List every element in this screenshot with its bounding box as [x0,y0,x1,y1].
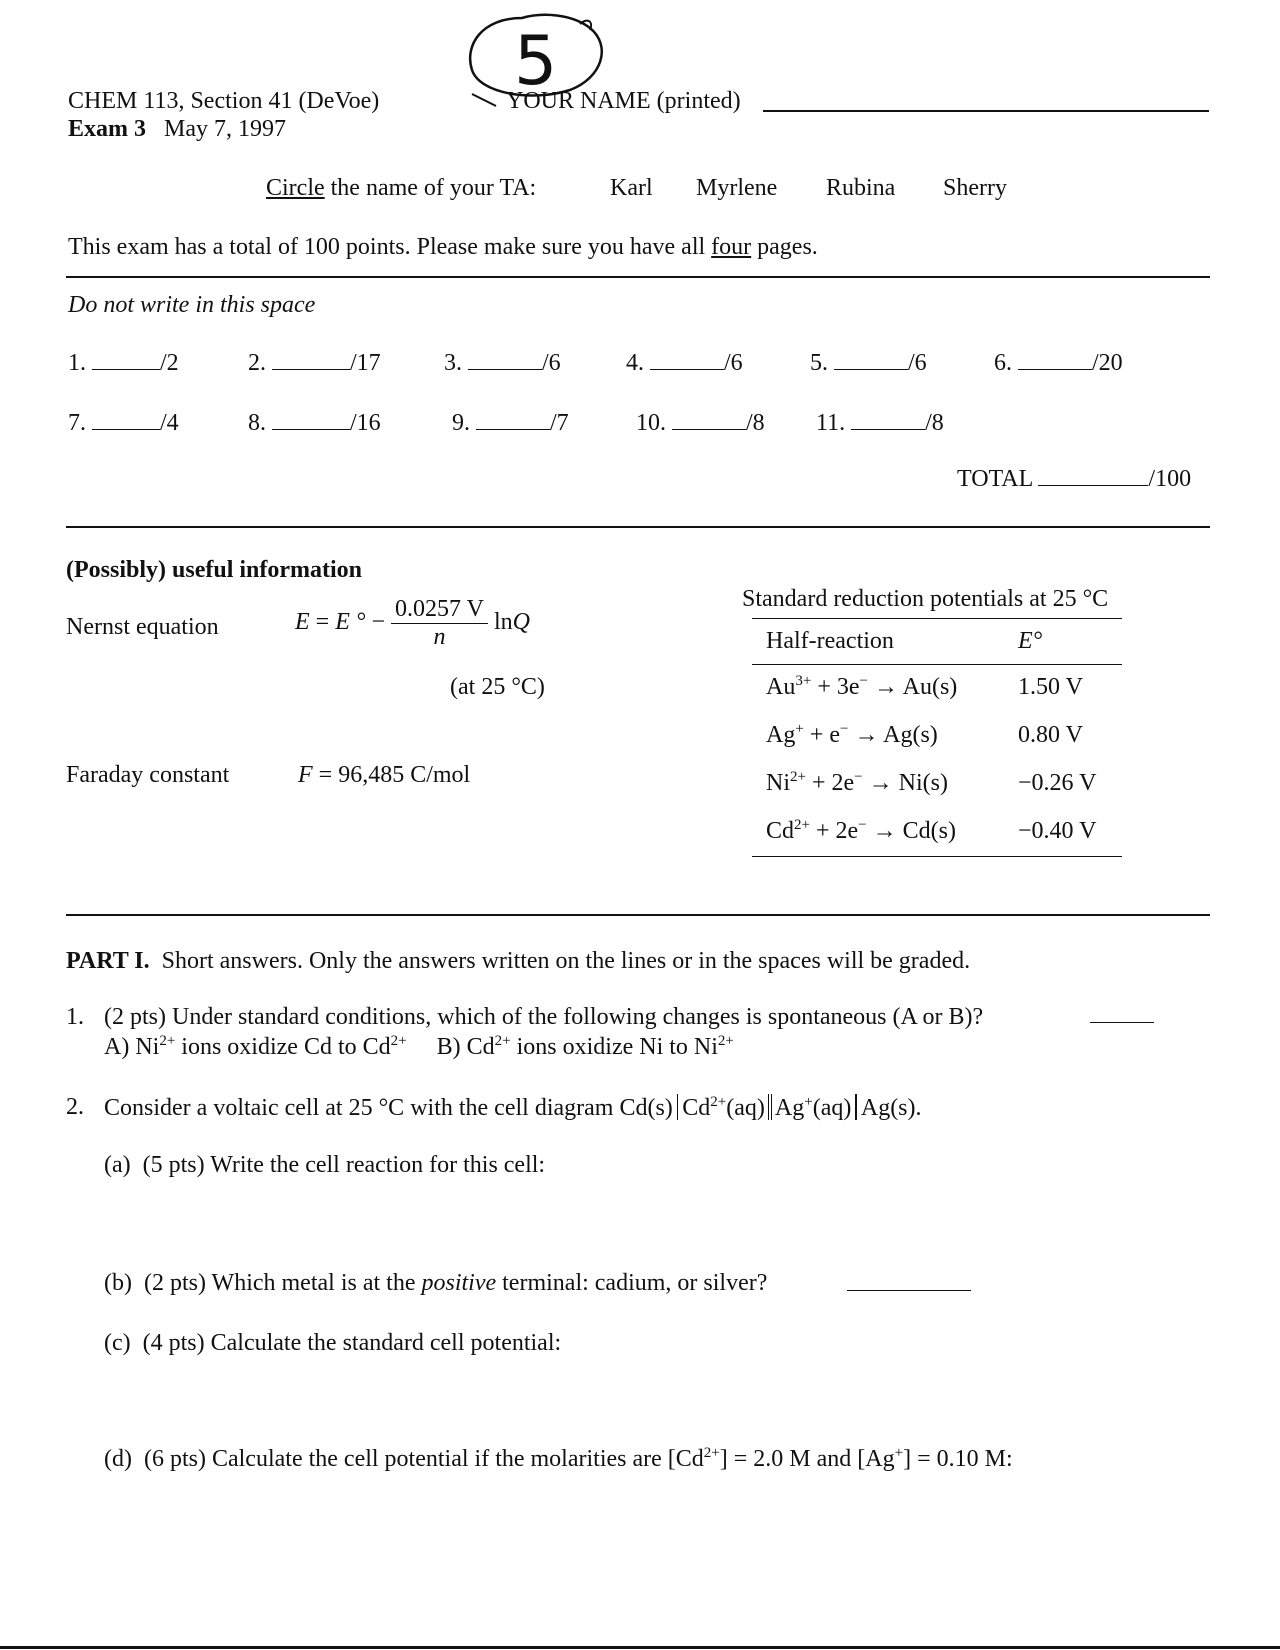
nernst-label: Nernst equation [66,614,219,640]
q2d: (d) (6 pts) Calculate the cell potential if the molarities are $[Cd^{2+}] = 2.0$ M and [Ag+] = 0.10 M: [104,1445,1013,1472]
nernst-equation: E = E ° − $\frac{0.0257 V}{n}$ lnQ [295,596,530,650]
score-total[interactable]: TOTAL /100 [957,466,1192,492]
score-item-8[interactable]: 8. /16 [248,410,381,436]
ta-option-karl[interactable]: Karl [610,175,653,201]
score-item-10[interactable]: 10. /8 [636,410,765,436]
score-item-3[interactable]: 3. /6 [444,350,561,376]
q1-option-a: A) $Ni^{2+}$ ions oxidize Cd to $Cd^{2+}$ [104,1033,407,1060]
nernst-fraction: $\frac{0.0257 V}{n}$ [391,596,488,651]
q2-intro: Consider a voltaic cell at 25 °C with the cell diagram Cd(s) $Cd^{2+}(aq)$ Ag+(aq) Ag(s). [104,1094,922,1121]
q2c: (c) (4 pts) Calculate the standard cell potential: [104,1330,562,1356]
score-item-5[interactable]: 5. /6 [810,350,927,376]
info-heading: (Possibly) useful information [66,557,363,583]
table-row: $Ni^{2+} + 2e^- \to Ni(s) -0.26$ V [766,769,1097,796]
table-row: $Au^{3+} + 3e^- \to Au(s)$ 1.50 V [766,673,1083,700]
table-header-rule [752,664,1122,665]
q2b: (b) (2 pts) Which metal is at the positive terminal: cadium, or silver? [104,1270,768,1296]
exam-info [68,116,286,143]
divider [66,914,1210,916]
ta-prompt: Circle the name of your TA: [266,175,537,201]
divider [66,276,1210,278]
faraday-value: F = 96,485 C/mol [298,762,471,788]
score-item-1[interactable]: 1. /2 [68,350,179,376]
potentials-header [766,628,1042,655]
name-label: YOUR NAME (printed) [506,88,741,114]
faraday-label: Faraday constant [66,762,230,788]
q1-number: 1. [66,1004,84,1030]
score-item-6[interactable]: 6. /20 [994,350,1123,376]
exam-instructions: This exam has a total of 100 points. Please make sure you have all four pages. [68,234,818,260]
score-item-2[interactable]: 2. /17 [248,350,381,376]
ta-option-rubina[interactable]: Rubina [826,175,896,201]
table-bottom-rule [752,856,1122,857]
score-item-9[interactable]: 9. /7 [452,410,569,436]
table-row: $Cd^{2+} + 2e^- \to Cd(s) -0.40$ V [766,817,1097,844]
ta-option-myrlene[interactable]: Myrlene [696,175,778,201]
q1-options [104,1034,734,1061]
page-bottom-edge [0,1646,1280,1649]
handwritten-score: 5 [514,22,558,101]
nernst-condition: (at 25 °C) [450,674,545,700]
part1-heading: PART I. Short answers. Only the answers written on the lines or in the spaces will be graded. [66,948,971,974]
score-item-7[interactable]: 7. /4 [68,410,179,436]
ta-option-sherry[interactable]: Sherry [943,175,1007,201]
exam-label: Exam 3 [68,116,146,142]
q2-number: 2. [66,1094,84,1120]
divider [66,526,1210,528]
score-item-11[interactable]: 11. /8 [816,410,944,436]
q1-text: (2 pts) Under standard conditions, which of the following changes is spontaneous (A or B)? [104,1004,984,1030]
exam-date: May 7, 1997 [164,116,286,142]
q1-option-b: B) $Cd^{2+}$ ions oxidize Ni to $Ni^{2+}$ [436,1033,734,1060]
table-top-rule [752,618,1122,619]
table-row: Ag+ + e− → Ag(s) 0.80 V [766,721,1083,748]
score-item-4[interactable]: 4. /6 [626,350,743,376]
q2b-answer-line[interactable] [847,1290,971,1291]
q2a: (a) (5 pts) Write the cell reaction for this cell: [104,1152,546,1178]
name-input-line[interactable] [763,110,1209,112]
col-e-standard: E° [1018,628,1043,654]
course-title: CHEM 113, Section 41 (DeVoe) [68,88,380,114]
potentials-title: Standard reduction potentials at 25 °C [742,586,1109,612]
q1-answer-line[interactable] [1090,1022,1154,1023]
col-half-reaction: Half-reaction [766,628,894,654]
grading-note: Do not write in this space [68,292,316,318]
